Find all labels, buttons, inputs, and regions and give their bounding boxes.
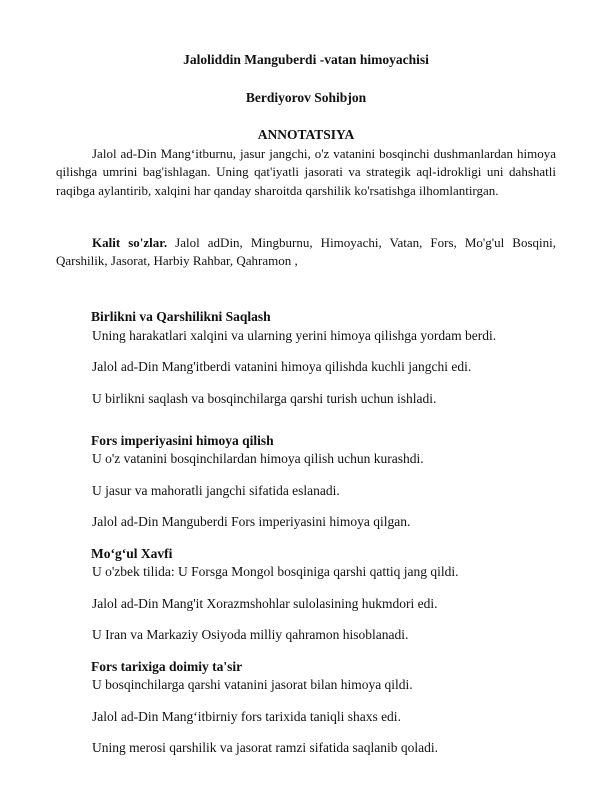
section-line: Jalol ad-Din Mang'it Xorazmshohlar sulolasining hukmdori edi.	[92, 596, 438, 611]
section-title: Fors tarixiga doimiy ta'sir	[91, 659, 243, 674]
section-line: U Iran va Markaziy Osiyoda milliy qahramon hisoblanadi.	[92, 627, 409, 642]
document-title: Jaloliddin Manguberdi -vatan himoyachisi	[183, 52, 429, 67]
section-line: Jalol ad-Din Mang'itberdi vatanini himoya qilishda kuchli jangchi edi.	[92, 359, 472, 374]
annotation-text: Jalol ad-Din Mang‘itburnu, jasur jangchi, o'z vatanini bosqinchi dushmanlardan himoya qilishga umrini bag'ishlagan. Uning qat'iyatli jasorati va strategik aql-idrokligi uni dahshatli raqibga aylantirib, xalqini har qanday sharoitda qarshilik ko'rsatishga ilhomlantirgan.	[56, 146, 556, 198]
section-line: Jalol ad-Din Manguberdi Fors imperiyasini himoya qilgan.	[92, 514, 411, 529]
section-line: Jalol ad-Din Mang‘itbirniy fors tarixida taniqli shaxs edi.	[92, 709, 401, 724]
section-line: U o'z vatanini bosqinchilardan himoya qilish uchun kurashdi.	[92, 451, 424, 466]
section-line: Uning harakatlari xalqini va ularning yerini himoya qilishga yordam berdi.	[92, 328, 497, 343]
annotation-heading: ANNOTATSIYA	[257, 127, 355, 142]
section-line: U birlikni saqlash va bosqinchilarga qarshi turish uchun ishladi.	[92, 391, 437, 406]
author-name: Berdiyorov Sohibjon	[245, 90, 367, 105]
section-line: U bosqinchilarga qarshi vatanini jasorat bilan himoya qildi.	[92, 677, 413, 692]
keywords-paragraph	[56, 234, 556, 271]
keywords-label: Kalit so'zlar.	[92, 235, 168, 250]
section-line: U jasur va mahoratli jangchi sifatida eslanadi.	[92, 483, 340, 498]
keywords-text: Jalol adDin, Mingburnu, Himoyachi, Vatan, Fors, Mo'g'ul Bosqini, Qarshilik, Jasorat, Harbiy Rahbar, Qahramon ,	[56, 235, 556, 269]
section-title: Fors imperiyasini himoya qilish	[91, 433, 274, 448]
section-line: U o'zbek tilida: U Forsga Mongol bosqiniga qarshi qattiq jang qildi.	[92, 564, 459, 579]
section-title: Mo‘g‘ul Xavfi	[91, 546, 173, 561]
section-title: Birlikni va Qarshilikni Saqlash	[91, 309, 271, 324]
section-line: Uning merosi qarshilik va jasorat ramzi sifatida saqlanib qoladi.	[92, 740, 439, 755]
